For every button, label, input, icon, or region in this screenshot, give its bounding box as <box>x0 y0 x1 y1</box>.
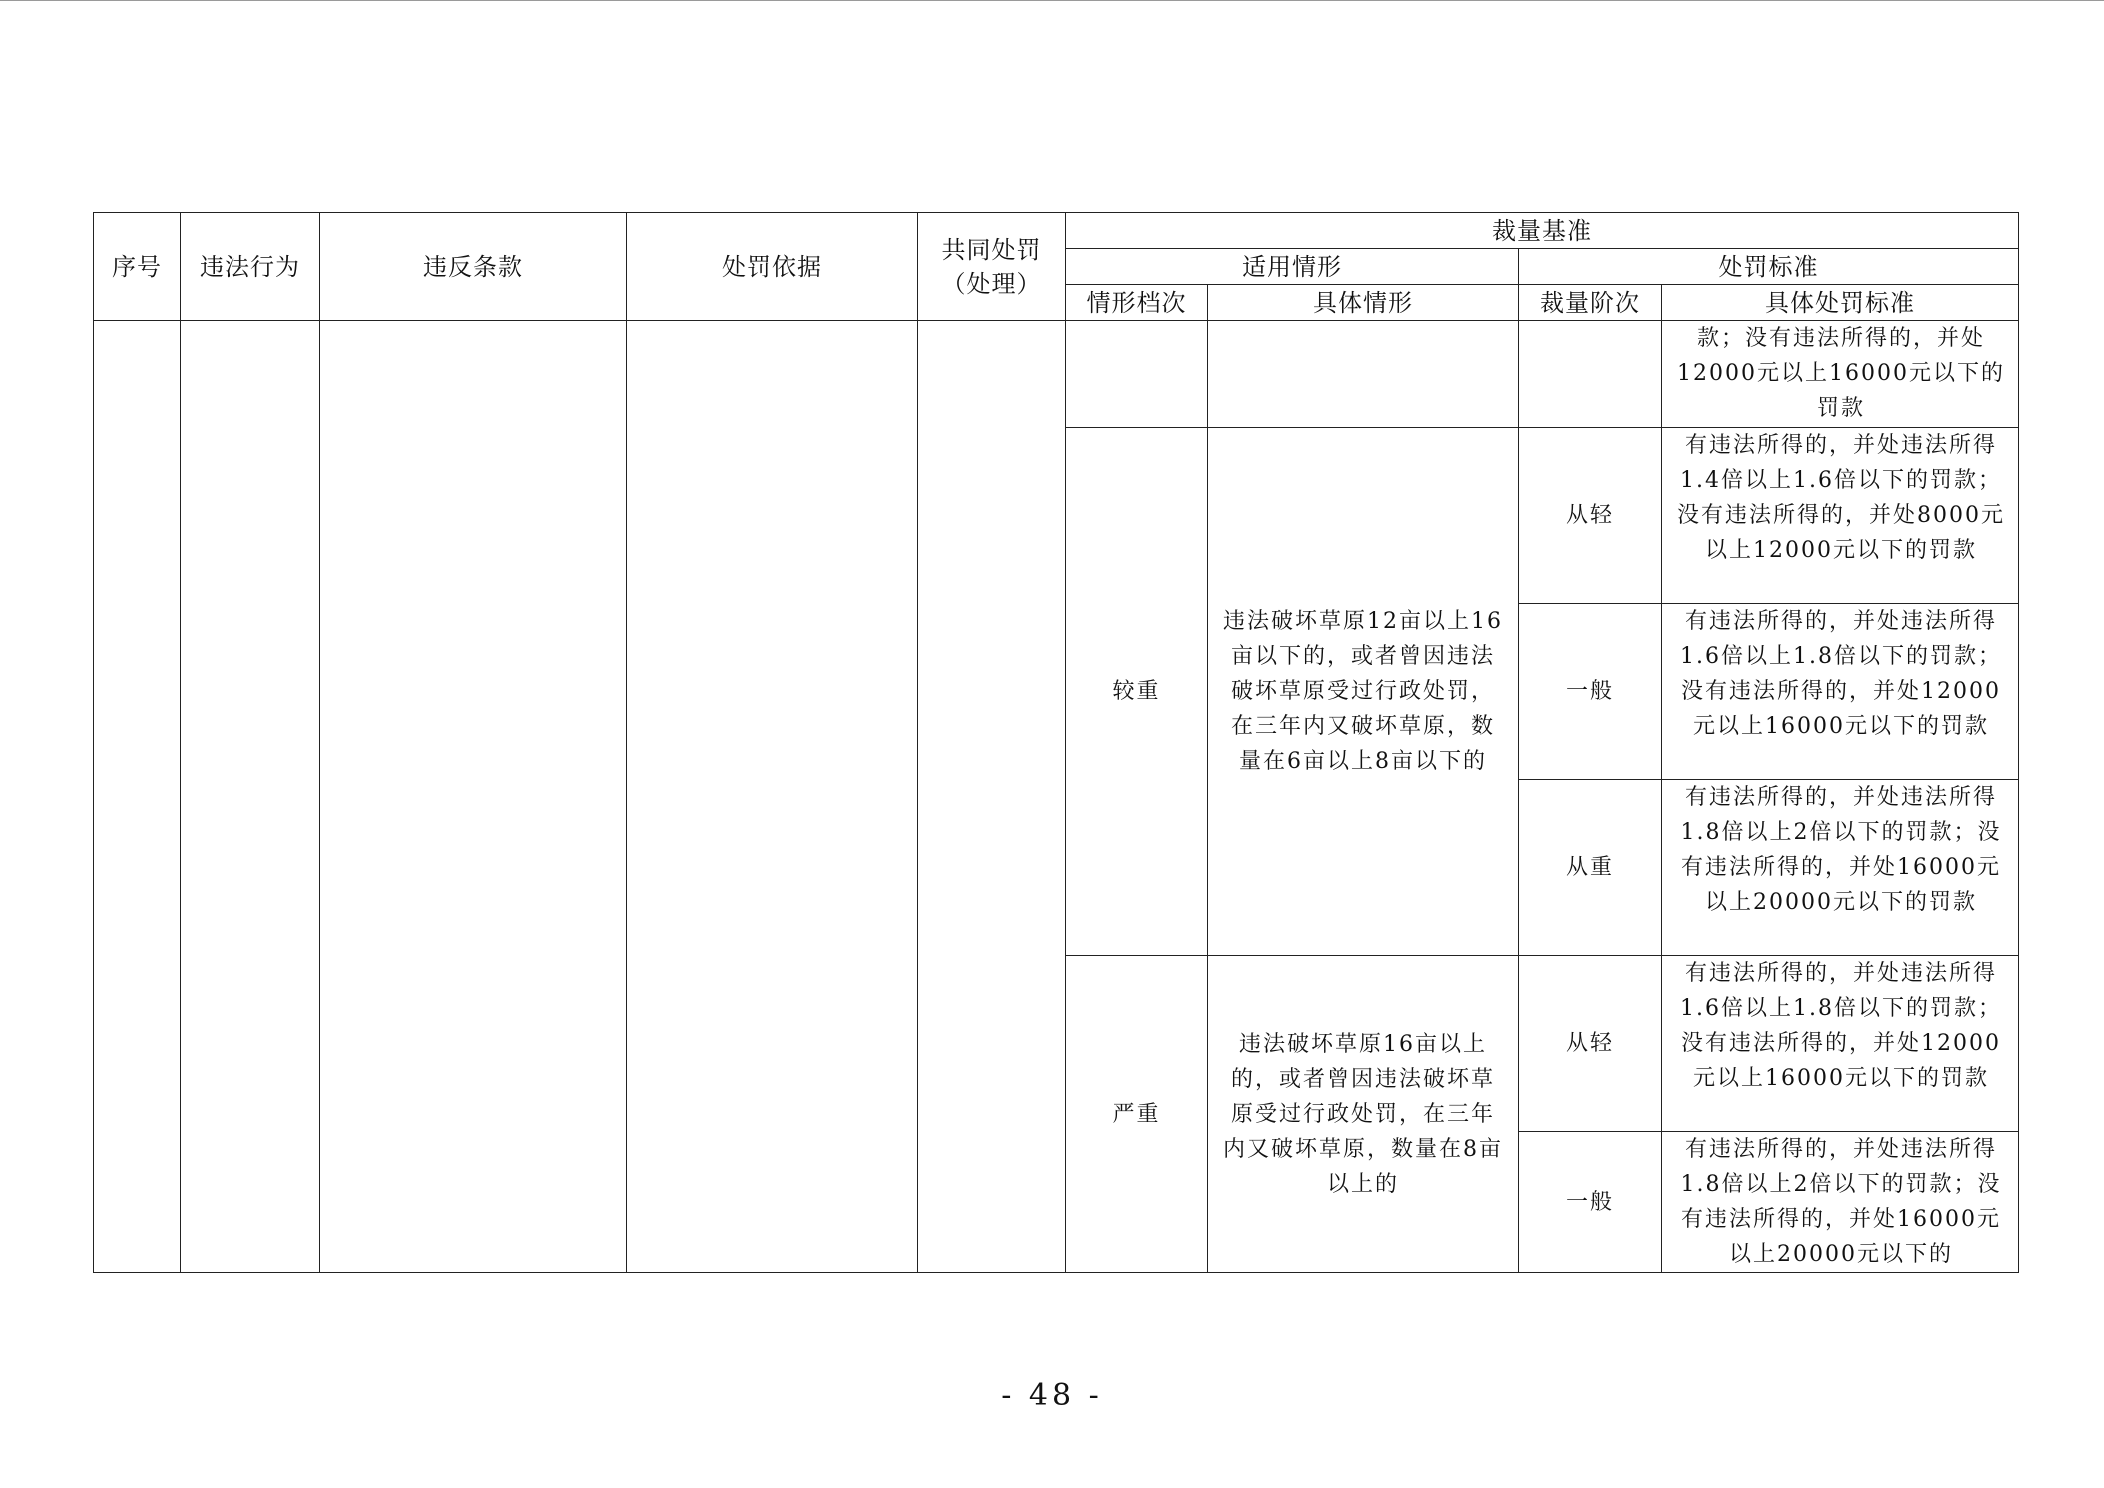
penalty-heavier-general: 有违法所得的，并处违法所得1.6倍以上1.8倍以下的罚款；没有违法所得的，并处12000元以上16000元以下的罚款 <box>1662 604 2019 780</box>
penalty-serious-lenient: 有违法所得的，并处违法所得1.6倍以上1.8倍以下的罚款；没有违法所得的，并处12000元以上16000元以下的罚款 <box>1662 956 2019 1132</box>
header-situation: 具体情形 <box>1208 285 1519 321</box>
header-applicable: 适用情形 <box>1066 249 1519 285</box>
level-heavier: 较重 <box>1066 428 1208 956</box>
header-level: 情形档次 <box>1066 285 1208 321</box>
penalty-standard-cont: 款；没有违法所得的，并处12000元以上16000元以下的罚款 <box>1662 321 2019 428</box>
header-joint: 共同处罚 （处理） <box>918 213 1066 321</box>
penalty-serious-general: 有违法所得的，并处违法所得1.8倍以上2倍以下的罚款；没有违法所得的，并处16000元以上20000元以下的 <box>1662 1132 2019 1273</box>
header-penalty-detail: 具体处罚标准 <box>1662 285 2019 321</box>
cell-seq <box>94 321 181 1273</box>
cell-stage-cont <box>1519 321 1662 428</box>
header-clause: 违反条款 <box>320 213 627 321</box>
level-serious: 严重 <box>1066 956 1208 1273</box>
situation-serious: 违法破坏草原16亩以上的，或者曾因违法破坏草原受过行政处罚，在三年内又破坏草原，数量在8亩以上的 <box>1208 956 1519 1273</box>
stage-serious-lenient: 从轻 <box>1519 956 1662 1132</box>
discretion-table <box>93 212 2019 1273</box>
cell-joint <box>918 321 1066 1273</box>
stage-heavier-lenient: 从轻 <box>1519 428 1662 604</box>
cell-act <box>181 321 320 1273</box>
cell-basis <box>627 321 918 1273</box>
header-act: 违法行为 <box>181 213 320 321</box>
stage-heavier-severe: 从重 <box>1519 780 1662 956</box>
penalty-heavier-severe: 有违法所得的，并处违法所得1.8倍以上2倍以下的罚款；没有违法所得的，并处16000元以上20000元以下的罚款 <box>1662 780 2019 956</box>
top-rule <box>0 0 2104 1</box>
header-stage: 裁量阶次 <box>1519 285 1662 321</box>
cell-clause <box>320 321 627 1273</box>
stage-serious-general: 一般 <box>1519 1132 1662 1273</box>
header-benchmark: 裁量基准 <box>1066 213 2019 249</box>
page-number: - 48 - <box>1001 1378 1103 1413</box>
header-basis: 处罚依据 <box>627 213 918 321</box>
header-seq: 序号 <box>94 213 181 321</box>
stage-heavier-general: 一般 <box>1519 604 1662 780</box>
situation-heavier: 违法破坏草原12亩以上16亩以下的，或者曾因违法破坏草原受过行政处罚，在三年内又破坏草原，数量在6亩以上8亩以下的 <box>1208 428 1519 956</box>
header-penalty: 处罚标准 <box>1519 249 2019 285</box>
cell-situation-cont <box>1208 321 1519 428</box>
penalty-heavier-lenient: 有违法所得的，并处违法所得1.4倍以上1.6倍以下的罚款；没有违法所得的，并处8000元以上12000元以下的罚款 <box>1662 428 2019 604</box>
cell-level-cont <box>1066 321 1208 428</box>
